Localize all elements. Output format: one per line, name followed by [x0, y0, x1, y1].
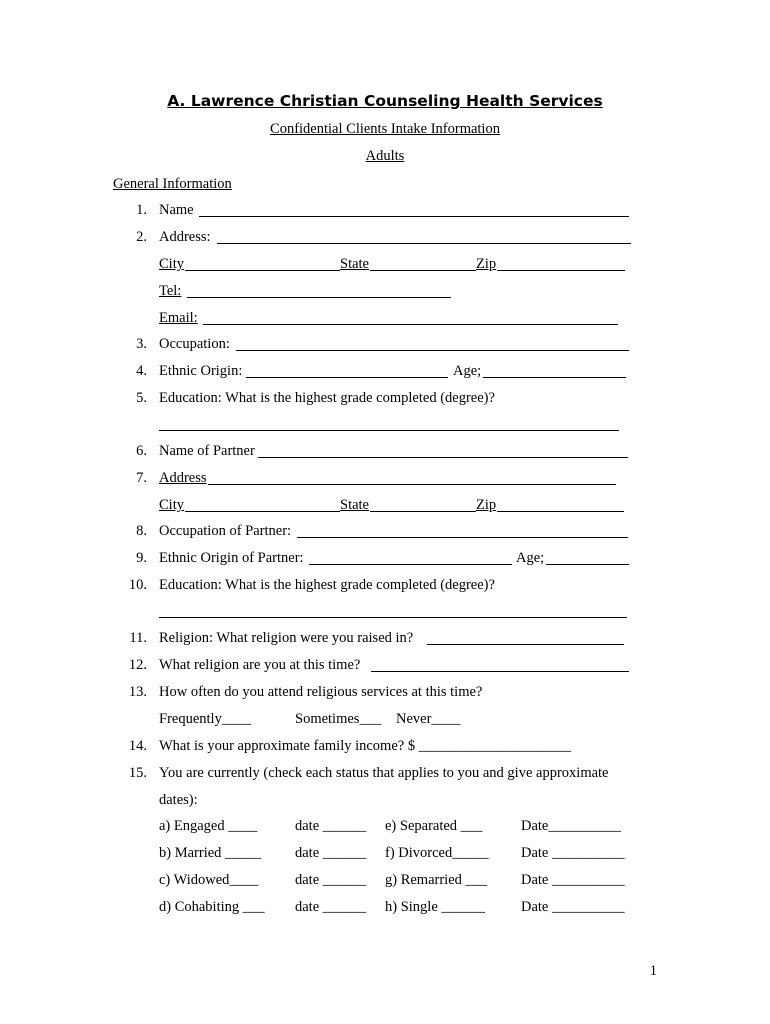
- name-field[interactable]: [199, 216, 629, 217]
- partner-address-field[interactable]: [208, 484, 616, 485]
- status-married[interactable]: b) Married _____: [159, 845, 262, 861]
- partner-ethnic-field[interactable]: [309, 564, 512, 565]
- address-field[interactable]: [217, 243, 631, 244]
- item-number: 3.: [136, 336, 147, 352]
- ethnic-origin-label: Ethnic Origin:: [159, 363, 243, 379]
- partner-state-label: State: [340, 497, 369, 513]
- partner-address-label: Address: [159, 470, 207, 486]
- sometimes-option[interactable]: Sometimes___: [295, 711, 382, 727]
- item-number: 4.: [136, 363, 147, 379]
- partner-occupation-label: Occupation of Partner:: [159, 523, 292, 539]
- religion-now-question: What religion are you at this time?: [159, 657, 361, 673]
- item-number: 9.: [136, 550, 147, 566]
- partner-name-label: Name of Partner: [159, 443, 255, 459]
- city-label: City: [159, 256, 184, 272]
- partner-age-field[interactable]: [546, 564, 629, 565]
- item-number: 15.: [128, 765, 147, 781]
- status-question: You are currently (check each status that applies to you and give approximate: [159, 765, 609, 781]
- email-label: Email:: [159, 310, 198, 326]
- status-divorced[interactable]: f) Divorced_____: [385, 845, 489, 861]
- status-date[interactable]: date ______: [295, 845, 367, 861]
- religion-raised-question: Religion: What religion were you raised in?: [159, 630, 414, 646]
- item-number: 1.: [136, 202, 147, 218]
- status-question-continued: dates):: [159, 792, 198, 808]
- partner-city-label: City: [159, 497, 184, 513]
- organization-title: A. Lawrence Christian Counseling Health Services: [167, 92, 603, 110]
- occupation-field[interactable]: [236, 350, 629, 351]
- status-single[interactable]: h) Single ______: [385, 899, 485, 915]
- partner-age-label: Age;: [516, 550, 545, 566]
- item-number: 12.: [128, 657, 147, 673]
- zip-label: Zip: [476, 256, 497, 272]
- partner-name-field[interactable]: [258, 457, 628, 458]
- item-number: 13.: [128, 684, 147, 700]
- address-label: Address:: [159, 229, 211, 245]
- item-number: 14.: [128, 738, 147, 754]
- status-cohabiting[interactable]: d) Cohabiting ___: [159, 899, 265, 915]
- partner-city-field[interactable]: [185, 511, 340, 512]
- religion-now-field[interactable]: [371, 671, 629, 672]
- ethnic-origin-field[interactable]: [246, 377, 448, 378]
- occupation-label: Occupation:: [159, 336, 230, 352]
- age-label: Age;: [453, 363, 482, 379]
- name-label: Name: [159, 202, 194, 218]
- status-engaged[interactable]: a) Engaged ____: [159, 818, 258, 834]
- email-field[interactable]: [203, 324, 618, 325]
- partner-occupation-field[interactable]: [297, 537, 628, 538]
- attendance-question: How often do you attend religious services at this time?: [159, 684, 483, 700]
- item-number: 7.: [136, 470, 147, 486]
- status-date[interactable]: Date __________: [521, 872, 625, 888]
- item-number: 8.: [136, 523, 147, 539]
- item-number: 11.: [129, 630, 147, 646]
- income-question[interactable]: What is your approximate family income? $ _____________________: [159, 738, 571, 754]
- status-date[interactable]: Date__________: [521, 818, 621, 834]
- city-field[interactable]: [185, 270, 340, 271]
- partner-zip-field[interactable]: [497, 511, 624, 512]
- state-label: State: [340, 256, 369, 272]
- education-question: Education: What is the highest grade completed (degree)?: [159, 390, 495, 406]
- status-separated[interactable]: e) Separated ___: [385, 818, 483, 834]
- page-number: 1: [649, 963, 657, 979]
- form-subtitle: Confidential Clients Intake Information: [270, 121, 500, 137]
- item-number: 10.: [128, 577, 147, 593]
- religion-raised-field[interactable]: [427, 644, 624, 645]
- item-number: 2.: [136, 229, 147, 245]
- partner-ethnic-label: Ethnic Origin of Partner:: [159, 550, 304, 566]
- tel-label: Tel:: [159, 283, 182, 299]
- status-date[interactable]: date ______: [295, 818, 367, 834]
- partner-education-field[interactable]: [159, 617, 627, 618]
- item-number: 5.: [136, 390, 147, 406]
- status-date[interactable]: date ______: [295, 899, 367, 915]
- status-date[interactable]: date ______: [295, 872, 367, 888]
- never-option[interactable]: Never____: [396, 711, 461, 727]
- tel-field[interactable]: [187, 297, 451, 298]
- status-date[interactable]: Date __________: [521, 899, 625, 915]
- form-audience: Adults: [365, 148, 405, 164]
- section-heading: General Information: [113, 176, 232, 192]
- partner-zip-label: Zip: [476, 497, 497, 513]
- status-widowed[interactable]: c) Widowed____: [159, 872, 259, 888]
- age-field[interactable]: [483, 377, 626, 378]
- item-number: 6.: [136, 443, 147, 459]
- status-date[interactable]: Date __________: [521, 845, 625, 861]
- partner-state-field[interactable]: [370, 511, 476, 512]
- zip-field[interactable]: [497, 270, 625, 271]
- education-field[interactable]: [159, 430, 619, 431]
- partner-education-question: Education: What is the highest grade completed (degree)?: [159, 577, 495, 593]
- state-field[interactable]: [370, 270, 476, 271]
- status-remarried[interactable]: g) Remarried ___: [385, 872, 488, 888]
- frequently-option[interactable]: Frequently____: [159, 711, 251, 727]
